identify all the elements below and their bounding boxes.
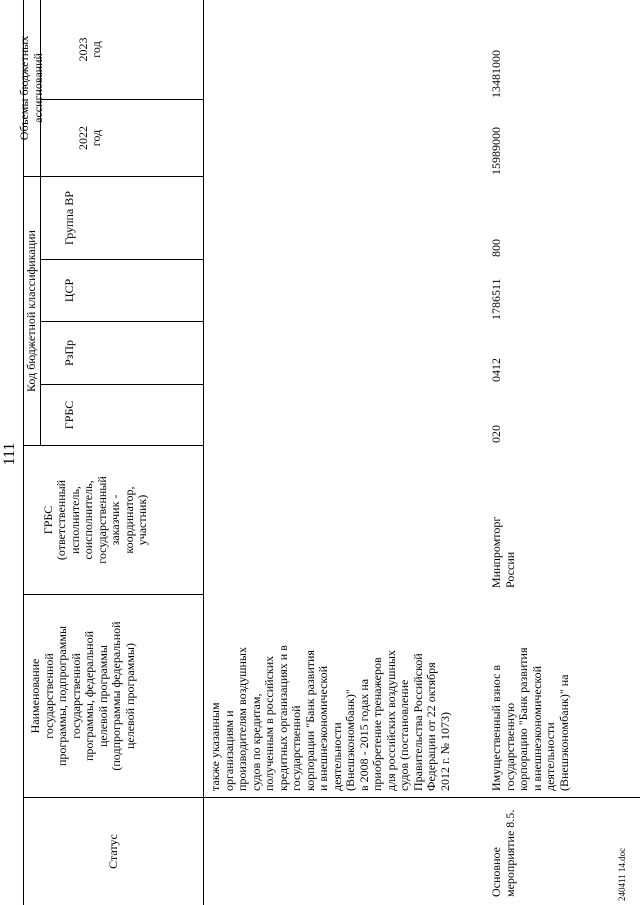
header-budget-code: Код бюджетной классификации (23, 230, 38, 392)
table-header-bottom-border (203, 0, 204, 905)
header-year-2023: 2023 год (75, 37, 103, 62)
header-year-2022: 2022 год (75, 126, 103, 150)
page-number: 111 (1, 442, 18, 466)
row-grbs-code: 020 (489, 425, 503, 443)
row-csr: 1786511 (489, 278, 503, 320)
row-grbs: Минпромторг России (489, 516, 517, 588)
row-rzpr: 0412 (489, 358, 503, 382)
row-vr: 800 (489, 239, 503, 257)
row-status: Основное мероприятие 8.5. (489, 809, 517, 897)
header-grbs: ГРБС (ответственный исполнитель, соисполнитель, государственный заказчик - координатор, участник) (40, 476, 149, 564)
header-rzpr: РзПр (62, 339, 77, 367)
header-volumes: Объемы бюджетных ассигнований (17, 35, 45, 141)
header-status: Статус (105, 834, 120, 869)
row-amount-2023: 13481000 (489, 50, 503, 98)
row-amount-2022: 15989000 (489, 127, 503, 175)
header-vr: Группа ВР (62, 191, 77, 245)
document-code: 240411 14.doc (617, 847, 627, 901)
row-program-name: Имущественный взнос в государственную корпорацию "Банк развития и внешнеэкономической деятельности (Внешэкономбанк)" на (489, 647, 571, 791)
header-grbs-code: ГРБС (62, 400, 77, 430)
header-csr: ЦСР (62, 278, 77, 303)
continuation-row-name: также указанным организациям и производителям воздушных судов по кредитам, полученным в российских кредитных организациях и в государственной корпорации "Банк развития и внешнеэкономической деятельности (Внешэкономбанк)" в 2008 - 2015 годах на приобретение тренажеров для российских воздушных судов (постановление Правительства Российской Федерации от 22 октября 2012 г. № 1073) (208, 645, 452, 791)
header-program-name: Наименование государственной программы, подпрограммы государственной программы, федеральной целевой программы (подпрограммы федеральной целевой программы) (28, 621, 137, 771)
